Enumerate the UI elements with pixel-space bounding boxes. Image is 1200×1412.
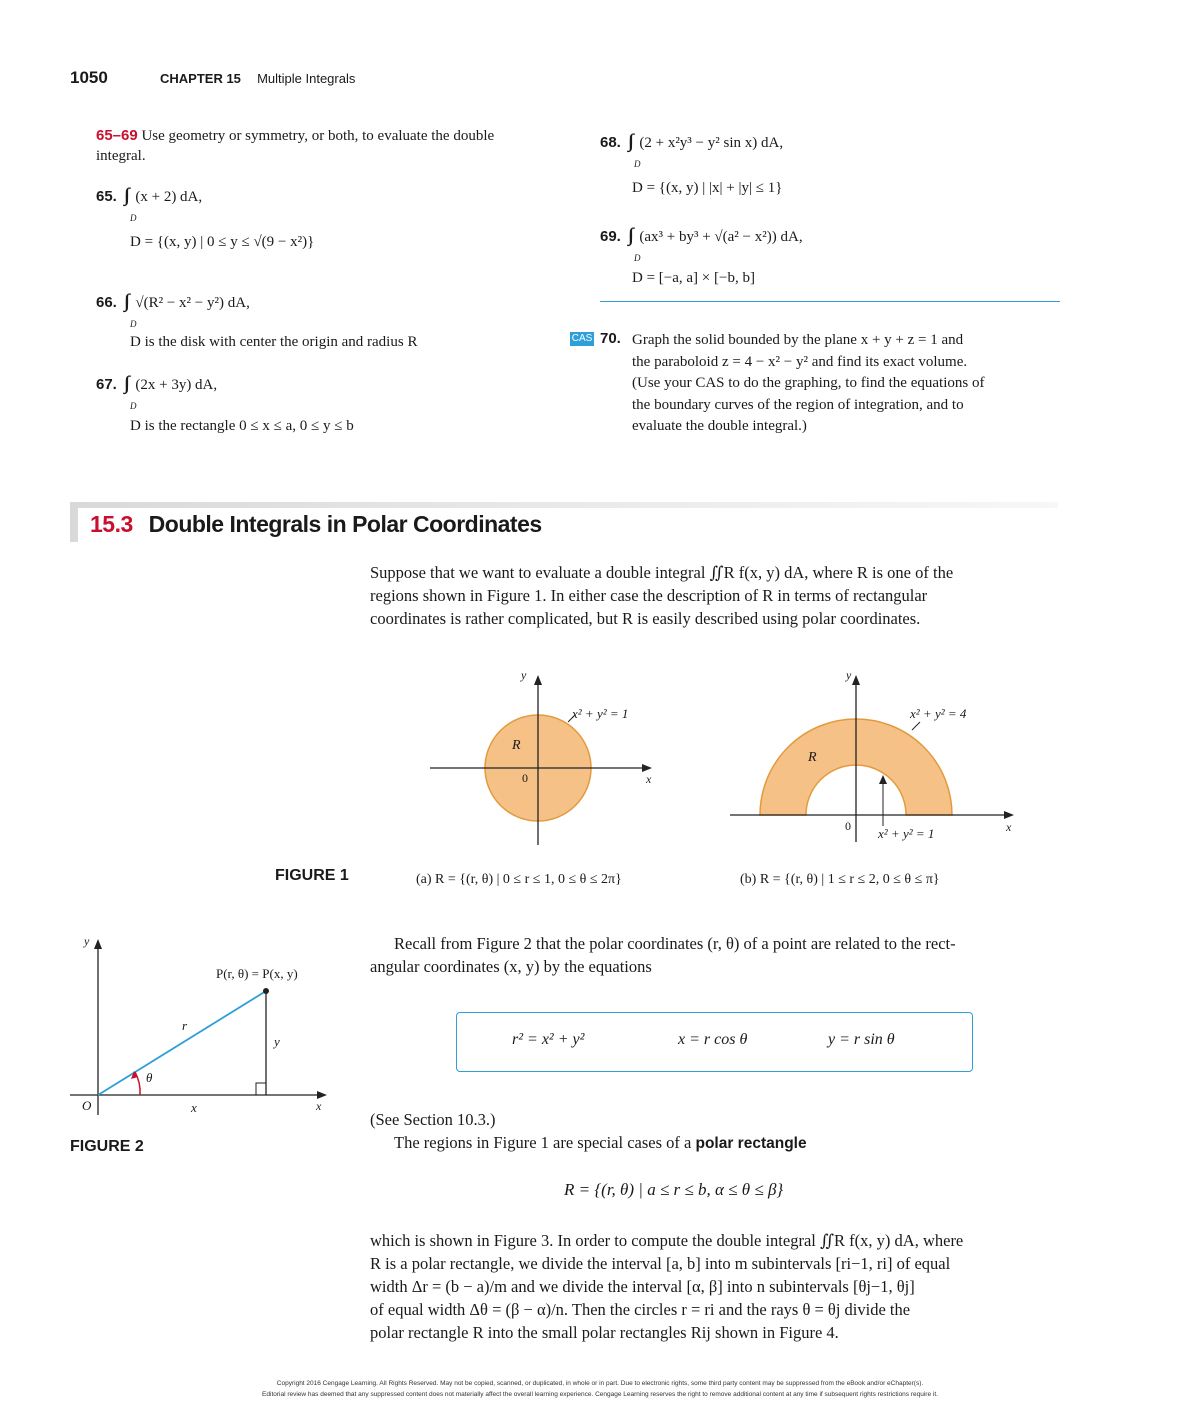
exercise-69: 69. (ax³ + by³ + √(a² − x²)) dA, D bbox=[600, 228, 803, 263]
exercise-67-region: D is the rectangle 0 ≤ x ≤ a, 0 ≤ y ≤ b bbox=[130, 418, 354, 434]
exercise-68: 68. (2 + x²y³ − y² sin x) dA, D bbox=[600, 134, 784, 169]
equation-2: x = r cos θ bbox=[678, 1031, 748, 1048]
fig1b-x-label: x bbox=[1006, 820, 1012, 834]
y-arrow bbox=[852, 675, 860, 685]
x-arrow bbox=[317, 1091, 327, 1099]
fig2-theta-label: θ bbox=[146, 1070, 153, 1085]
exercise-67: 67. (2x + 3y) dA, D bbox=[96, 376, 218, 411]
fig1b-caption: (b) R = {(r, θ) | 1 ≤ r ≤ 2, 0 ≤ θ ≤ π} bbox=[740, 872, 940, 887]
cas-badge: CAS bbox=[571, 333, 593, 344]
equation-1: r² = x² + y² bbox=[512, 1031, 585, 1048]
fig1a-region: R bbox=[512, 738, 521, 753]
exercise-65: 65. (x + 2) dA, D bbox=[96, 188, 203, 223]
polar-rect-intro: The regions in Figure 1 are special cases of a polar rectangle bbox=[394, 1133, 807, 1152]
exercise-65-region: D = {(x, y) | 0 ≤ y ≤ √(9 − x²)} bbox=[130, 234, 315, 250]
recall-paragraph: Recall from Figure 2 that the polar coordinates (r, θ) of a point are related to the rect- angular coordinates (x, y) by the equations bbox=[370, 934, 956, 976]
fig1b-outer-equation: x² + y² = 4 bbox=[910, 706, 967, 721]
exercise-69-region: D = [−a, a] × [−b, b] bbox=[632, 270, 755, 286]
exercise-70-text: Graph the solid bounded by the plane x + y + z = 1 and the paraboloid z = 4 − x² − y² and find its exact volume. (Use your CAS to do the graphing, to find the equations of the boundary curves of the region of integration, and to evaluate the double integral.) bbox=[632, 332, 985, 434]
exercise-66: 66. √(R² − x² − y²) dA, D bbox=[96, 294, 250, 329]
intro-paragraph: Suppose that we want to evaluate a double integral ∬R f(x, y) dA, where R is one of the regions shown in Figure 1. In either case the description of R in terms of rectangular coordinates is rather complicated, but R is easily described using polar coordinates. bbox=[370, 563, 954, 628]
copyright-footer: Copyright 2016 Cengage Learning. All Rights Reserved. May not be copied, scanned, or duplicated, in whole or in part. Due to electronic rights, some third party content may be suppressed from the eBook and/or eChapter(s). Editorial review has deemed that any suppressed content does not materially affect the overall learning experience. Cengage Learning reserves the right to remove additional content at any time if subsequent rights restrictions require it. bbox=[262, 1380, 938, 1398]
x-arrow bbox=[642, 764, 652, 772]
fig2-x-axis-label: x bbox=[316, 1099, 322, 1113]
exercise-68-region: D = {(x, y) | |x| + |y| ≤ 1} bbox=[632, 180, 783, 196]
fig2-y-side-label: y bbox=[274, 1034, 280, 1049]
exercise-range: 65–69 bbox=[96, 127, 138, 144]
fig2-x-side-label: x bbox=[191, 1100, 197, 1115]
see-section: (See Section 10.3.) bbox=[370, 1110, 496, 1129]
figure1a bbox=[430, 675, 652, 845]
polar-rectangle-term: polar rectangle bbox=[695, 1135, 807, 1152]
exercise-intro-text: Use geometry or symmetry, or both, to evaluate the double integral. bbox=[96, 128, 495, 164]
fig2-origin: O bbox=[82, 1098, 92, 1113]
fig2-r-label: r bbox=[182, 1018, 188, 1033]
fig1b-y-label: y bbox=[846, 668, 852, 682]
point-P bbox=[263, 988, 269, 994]
radius-line bbox=[98, 991, 266, 1095]
section-title: Double Integrals in Polar Coordinates bbox=[148, 511, 542, 537]
fig1b-region: R bbox=[808, 750, 817, 765]
fig2-point-label: P(r, θ) = P(x, y) bbox=[216, 966, 298, 981]
fig1a-y-label: y bbox=[521, 668, 527, 682]
equation-3: y = r sin θ bbox=[828, 1031, 895, 1048]
right-angle-mark bbox=[256, 1083, 266, 1095]
y-arrow bbox=[94, 939, 102, 949]
inner-arrow-head bbox=[879, 775, 887, 784]
chapter-title: Multiple Integrals bbox=[257, 71, 356, 86]
y-arrow bbox=[534, 675, 542, 685]
fig1b-origin: 0 bbox=[845, 819, 851, 833]
exercise-66-region: D is the disk with center the origin and radius R bbox=[130, 334, 418, 350]
fig1a-origin: 0 bbox=[522, 771, 528, 785]
figure2-diagram bbox=[0, 900, 360, 1140]
section-number: 15.3 bbox=[90, 511, 133, 537]
exercise-70-number: 70. bbox=[600, 330, 621, 347]
page-number: 1050 bbox=[70, 68, 108, 87]
figure1-label: FIGURE 1 bbox=[275, 867, 349, 884]
figure1b bbox=[730, 675, 1014, 842]
chapter-label: CHAPTER 15 bbox=[160, 71, 241, 86]
polar-rectangle-definition: R = {(r, θ) | a ≤ r ≤ b, α ≤ θ ≤ β} bbox=[564, 1180, 784, 1199]
fig1b-inner-equation: x² + y² = 1 bbox=[878, 826, 935, 841]
fig1a-caption: (a) R = {(r, θ) | 0 ≤ r ≤ 1, 0 ≤ θ ≤ 2π} bbox=[416, 872, 622, 887]
figure2-label: FIGURE 2 bbox=[70, 1138, 144, 1155]
fig1a-equation: x² + y² = 1 bbox=[572, 706, 629, 721]
x-arrow bbox=[1004, 811, 1014, 819]
fig2-y-axis-label: y bbox=[84, 934, 90, 948]
final-paragraph: which is shown in Figure 3. In order to compute the double integral ∬R f(x, y) dA, where R is a polar rectangle, we divide the interval [a, b] into m subintervals [ri−1, ri] of equal width Δr = (b − a)/m and we divide the interval [α, β] into n subintervals [θj−1, θj] of equal width Δθ = (β − α)/n. Then the circles r = ri and the rays θ = θj divide the polar rectangle R into the small polar rectangles Rij shown in Figure 4. bbox=[370, 1231, 964, 1342]
fig1a-x-label: x bbox=[646, 772, 652, 786]
outer-leader bbox=[912, 722, 920, 730]
